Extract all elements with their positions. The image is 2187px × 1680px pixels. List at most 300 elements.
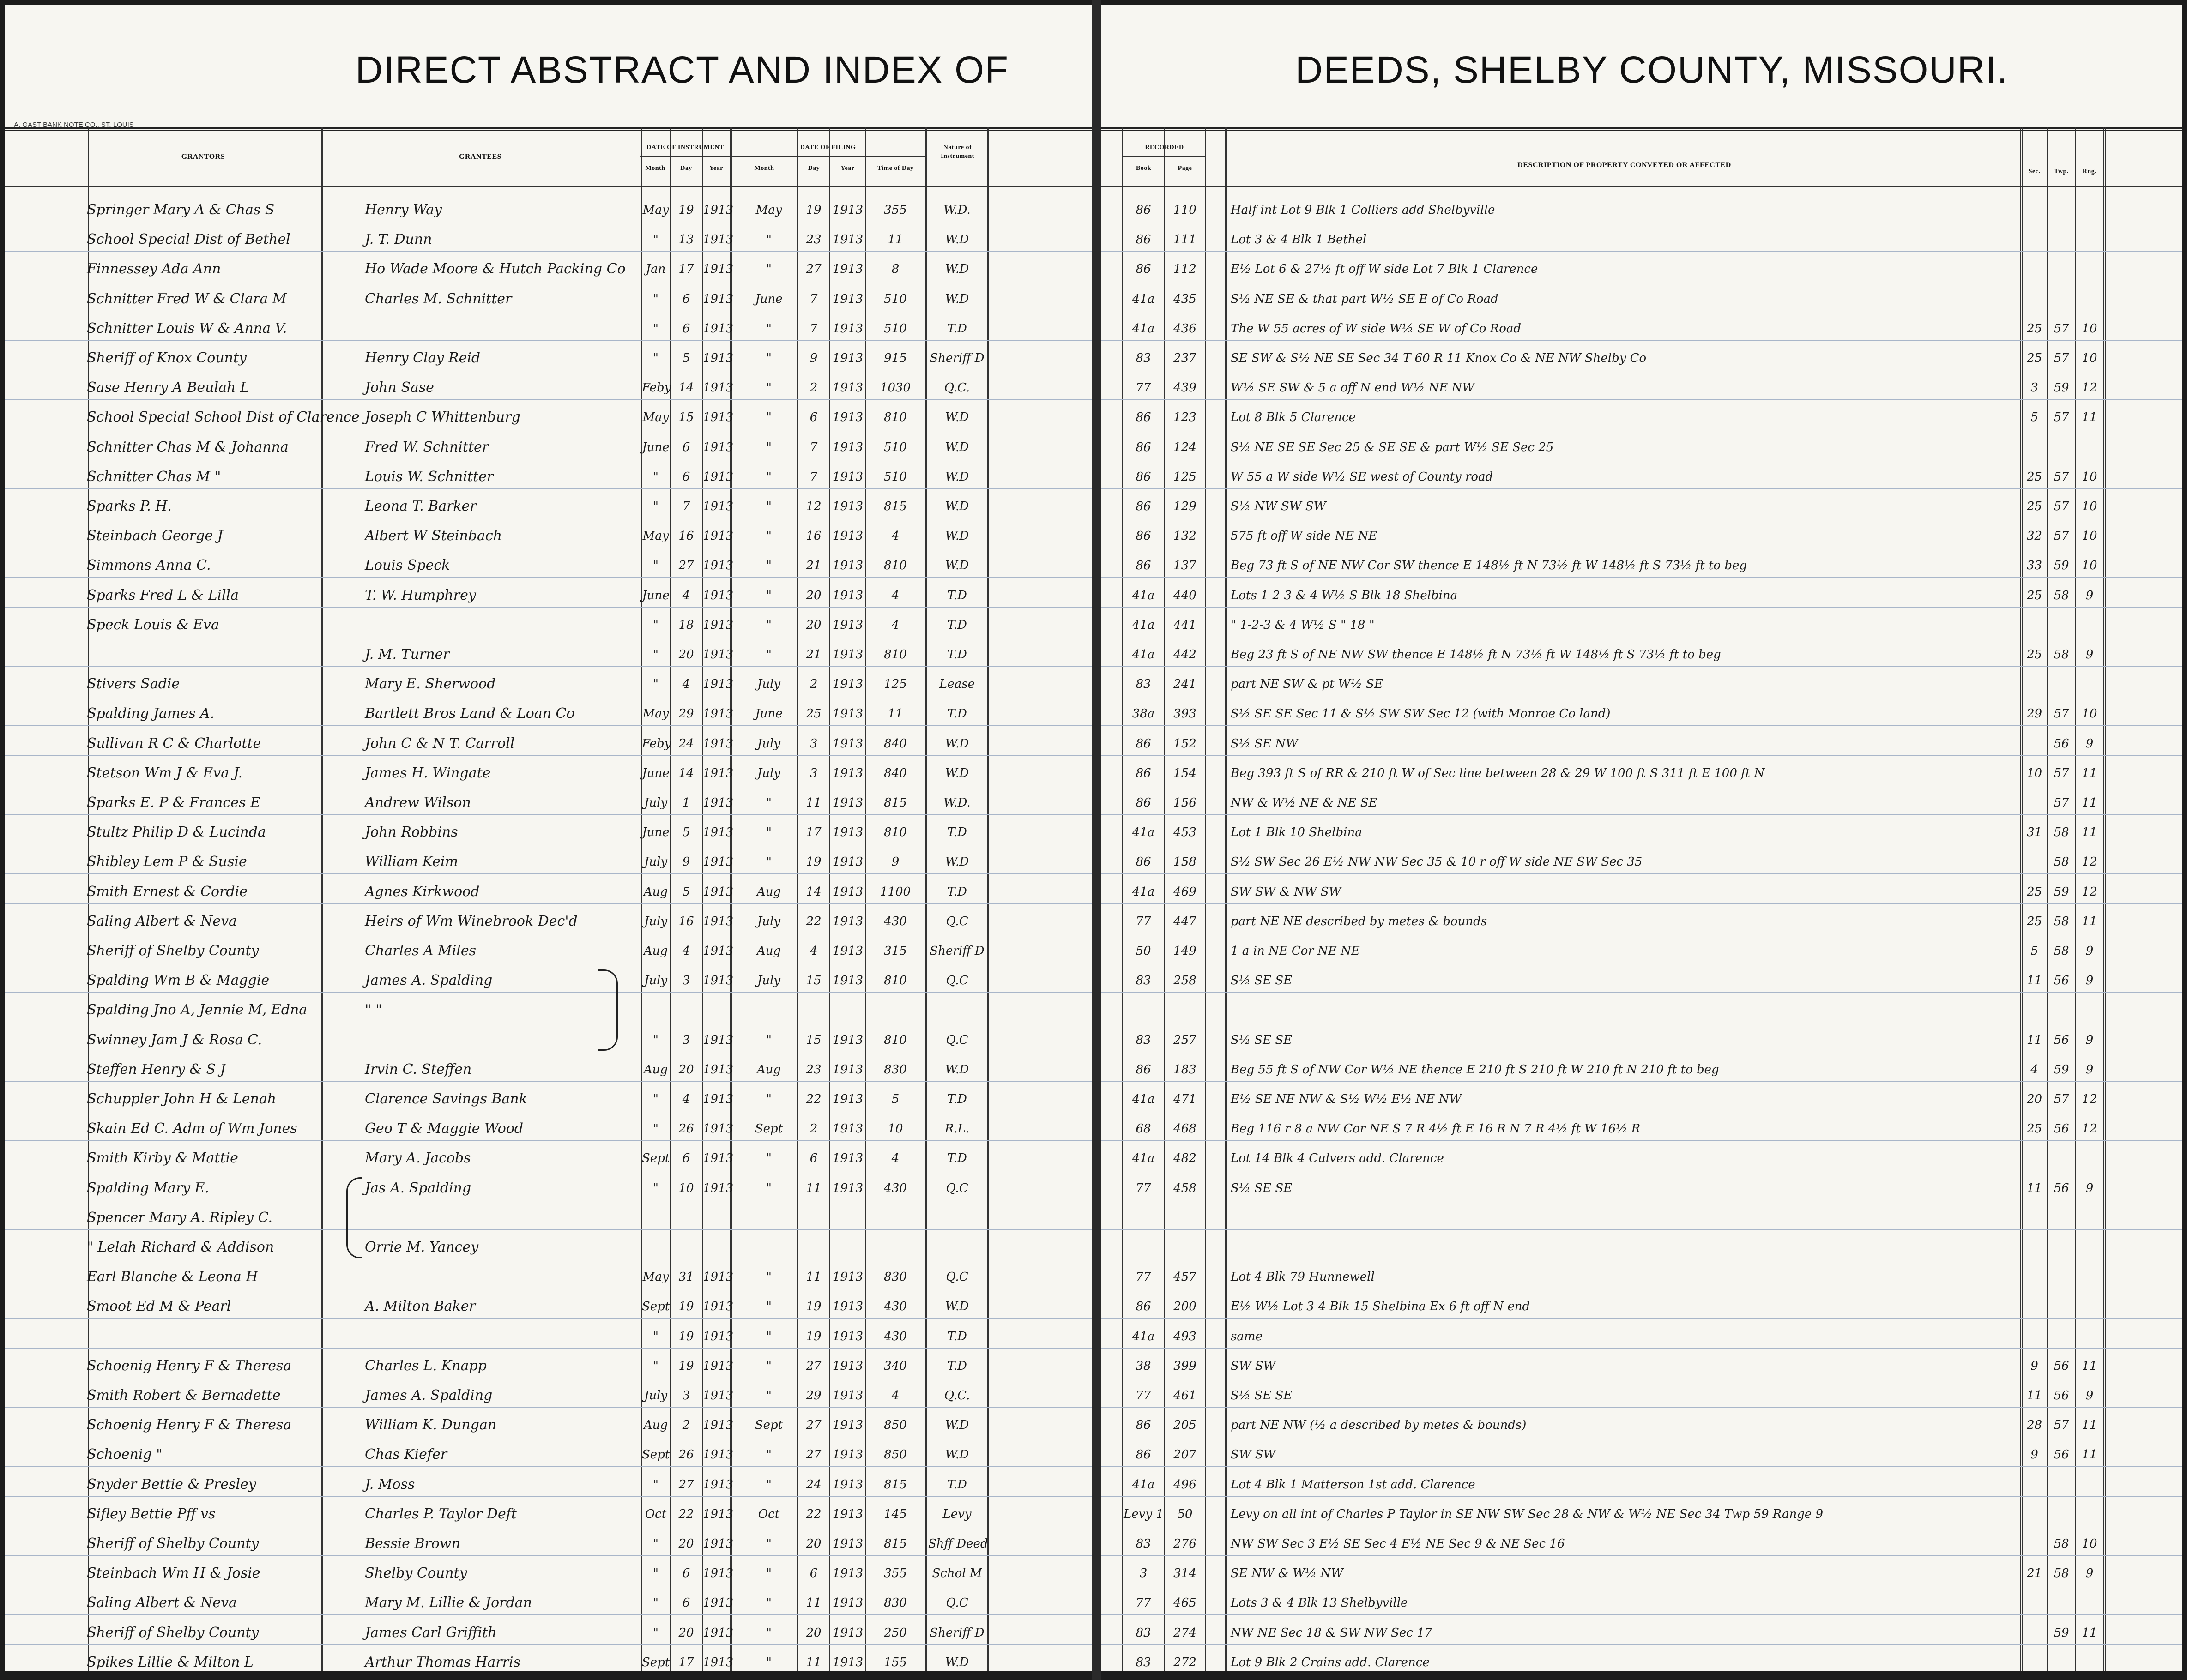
filing-day: 2 [810, 381, 818, 395]
file-month-header: Month [754, 165, 774, 172]
filing-time: 810 [884, 559, 907, 573]
row-rule [1101, 903, 2182, 904]
property-description: S½ NE SE & that part W½ SE E of Co Road [1231, 292, 1498, 306]
book-number: 3 [1139, 1566, 1148, 1581]
instrument-day: 14 [678, 766, 694, 780]
property-description: S½ SW Sec 26 E½ NW NW Sec 35 & 10 r off W side NE SW Sec 35 [1231, 855, 1643, 869]
instrument-month: Oct [645, 1507, 667, 1521]
page-number: 111 [1173, 233, 1196, 247]
instrument-day: 27 [678, 559, 694, 573]
recorded-subhead-rule [1122, 156, 1205, 157]
row-rule [1101, 1348, 2182, 1349]
filing-time: 915 [884, 351, 907, 365]
instrument-year: 1913 [703, 1122, 734, 1136]
book-number: 86 [1136, 470, 1151, 484]
filing-time: 315 [884, 944, 907, 958]
right-page [1101, 5, 2182, 1671]
filing-year: 1913 [832, 1418, 864, 1433]
instrument-nature: Q.C. [944, 381, 970, 395]
instrument-month: " [653, 559, 659, 573]
instrument-year: 1913 [703, 1655, 734, 1669]
filing-day: 4 [810, 944, 818, 958]
instrument-nature: T.D [947, 825, 967, 840]
row-rule [5, 1318, 1092, 1319]
township: 57 [2054, 470, 2069, 484]
filing-month: June [755, 707, 783, 721]
book-number: 86 [1136, 559, 1151, 573]
grantor-name: Schnitter Chas M & Johanna [87, 439, 289, 455]
book-number: 86 [1136, 855, 1151, 869]
filing-month: " [766, 1537, 772, 1551]
instrument-nature: W.D [945, 470, 969, 484]
filing-year: 1913 [832, 440, 864, 454]
grantor-name: Saling Albert & Neva [87, 1595, 237, 1611]
section: 5 [2030, 944, 2038, 958]
township: 57 [2054, 796, 2069, 810]
book-number: 86 [1136, 440, 1151, 454]
book-number: 77 [1136, 1181, 1151, 1195]
grantee-name: Albert W Steinbach [365, 528, 502, 544]
property-description: E½ Lot 6 & 27½ ft off W side Lot 7 Blk 1 Clarence [1231, 262, 1538, 277]
property-description: Lot 8 Blk 5 Clarence [1231, 410, 1356, 425]
filing-time: 815 [884, 500, 907, 513]
instrument-day: 3 [682, 1389, 690, 1403]
book-number: 68 [1136, 1122, 1151, 1136]
grantee-name: J. M. Turner [365, 646, 450, 662]
book-number: 41a [1132, 885, 1155, 899]
row-rule [5, 992, 1092, 993]
filing-month: " [766, 1151, 772, 1166]
property-description: Lot 4 Blk 1 Matterson 1st add. Clarence [1231, 1477, 1475, 1492]
instrument-year: 1913 [703, 736, 734, 751]
filing-month: July [757, 914, 781, 928]
instrument-nature: W.D [945, 736, 969, 751]
book-number: 41a [1132, 321, 1155, 336]
row-rule [1101, 992, 2182, 993]
filing-time: 810 [884, 1033, 907, 1047]
col-rule [987, 127, 989, 1671]
instrument-nature: T.D [947, 648, 967, 662]
township: 58 [2054, 944, 2069, 958]
range: 9 [2085, 648, 2094, 662]
page-number: 274 [1173, 1626, 1196, 1640]
grantee-name: James A. Spalding [365, 972, 493, 989]
filing-day: 22 [806, 914, 822, 928]
instrument-day: 3 [682, 1033, 690, 1047]
filing-time: 510 [884, 321, 907, 336]
filing-day: 19 [806, 1300, 822, 1314]
property-description: Half int Lot 9 Blk 1 Colliers add Shelbyville [1231, 203, 1495, 217]
book-number: 86 [1136, 1300, 1151, 1314]
row-rule [1101, 1555, 2182, 1556]
instrument-year: 1913 [703, 707, 734, 721]
page-number: 149 [1173, 944, 1196, 958]
page-number: 129 [1173, 500, 1196, 513]
row-rule [5, 1348, 1092, 1349]
row-rule [1101, 814, 2182, 815]
filing-day: 12 [806, 500, 822, 513]
page-number: 154 [1173, 766, 1196, 780]
instrument-year: 1913 [703, 262, 734, 277]
book-number: 83 [1136, 351, 1151, 365]
grantee-name: J. T. Dunn [365, 231, 432, 248]
col-rule [865, 127, 866, 1671]
grantee-name: Leona T. Barker [365, 498, 477, 514]
range: 10 [2082, 500, 2097, 513]
grantee-name: Shelby County [365, 1565, 467, 1582]
page-number: 496 [1173, 1477, 1196, 1492]
grantee-name: Irvin C. Steffen [365, 1061, 472, 1078]
instrument-year: 1913 [703, 1359, 734, 1373]
grantor-name: Swinney Jam J & Rosa C. [87, 1031, 262, 1048]
filing-time: 4 [891, 529, 900, 543]
book-gutter [1092, 0, 1101, 1680]
instrument-year: 1913 [703, 974, 734, 988]
filing-month: " [766, 588, 772, 602]
property-description: SE NW & W½ NW [1231, 1566, 1343, 1581]
instrument-month: June [642, 440, 670, 454]
instrument-day: 6 [682, 1151, 690, 1166]
filing-month: " [766, 618, 772, 632]
filing-time: 810 [884, 825, 907, 840]
filing-month: " [766, 1092, 772, 1106]
page-number: 183 [1173, 1062, 1196, 1077]
filing-year: 1913 [832, 262, 864, 277]
row-rule [5, 607, 1092, 608]
section: 20 [2026, 1092, 2042, 1106]
filing-year: 1913 [832, 470, 864, 484]
filing-year: 1913 [832, 1359, 864, 1373]
section: 4 [2030, 1062, 2038, 1077]
filing-day: 22 [806, 1092, 822, 1106]
page-number: 493 [1173, 1329, 1196, 1343]
page-number: 257 [1173, 1033, 1196, 1047]
grantor-name: Snyder Bettie & Presley [87, 1476, 256, 1493]
header-bottom-rule [1101, 186, 2182, 187]
book-number: 41a [1132, 1092, 1155, 1106]
grantor-name: Schnitter Chas M " [87, 468, 221, 485]
instrument-year: 1913 [703, 914, 734, 928]
filing-month: " [766, 262, 772, 277]
instrument-nature: W.D [945, 233, 969, 247]
filing-day: 20 [806, 1626, 822, 1640]
range: 10 [2082, 707, 2097, 721]
filing-day: 11 [806, 1181, 822, 1195]
instrument-nature: T.D [947, 618, 967, 632]
instrument-nature: Levy [942, 1507, 972, 1521]
instrument-year: 1913 [703, 944, 734, 958]
book-number: 83 [1136, 1033, 1151, 1047]
row-rule [5, 251, 1092, 252]
section: 25 [2026, 1122, 2042, 1136]
filing-time: 155 [884, 1655, 907, 1669]
page-number: 461 [1173, 1389, 1196, 1403]
property-description: Lot 4 Blk 79 Hunnewell [1231, 1270, 1375, 1284]
instrument-nature: Q.C [946, 1596, 968, 1610]
township: 57 [2054, 351, 2069, 365]
filing-month: July [757, 677, 781, 692]
filing-time: 810 [884, 410, 907, 425]
instrument-year: 1913 [703, 1566, 734, 1581]
instrument-month: Sept [642, 1448, 670, 1462]
instrument-day: 17 [678, 1655, 694, 1669]
filing-day: 11 [806, 1270, 822, 1284]
instrument-day: 15 [678, 410, 694, 425]
page-number: 152 [1173, 736, 1196, 751]
filing-time: 11 [888, 233, 903, 247]
row-rule [5, 577, 1092, 578]
instrument-nature: W.D [945, 855, 969, 869]
filing-month: Aug [756, 885, 781, 899]
filing-year: 1913 [832, 736, 864, 751]
township: 59 [2054, 381, 2069, 395]
book-number: 86 [1136, 766, 1151, 780]
filing-time: 4 [891, 588, 900, 602]
printer-imprint: A. GAST BANK NOTE CO., ST. LOUIS [14, 121, 134, 129]
page-number: 453 [1173, 825, 1196, 840]
instrument-month: " [653, 1122, 659, 1136]
filing-day: 15 [806, 1033, 822, 1047]
range: 11 [2082, 410, 2097, 425]
book-number: 41a [1132, 1151, 1155, 1166]
instrument-nature: T.D [947, 707, 967, 721]
row-rule [5, 488, 1092, 489]
row-rule [5, 814, 1092, 815]
instrument-year: 1913 [703, 529, 734, 543]
instrument-day: 4 [682, 588, 690, 602]
township: 56 [2054, 1389, 2069, 1403]
property-description: 575 ft off W side NE NE [1231, 529, 1377, 543]
row-rule [5, 873, 1092, 874]
instrument-month: Sept [642, 1151, 670, 1166]
grantor-bracket [346, 1177, 362, 1258]
property-description: S½ NW SW SW [1231, 500, 1326, 513]
grantor-name: Steinbach George J [87, 528, 223, 544]
section: 11 [2026, 1389, 2042, 1403]
header-rule [5, 127, 1092, 129]
row-rule [1101, 251, 2182, 252]
filing-year: 1913 [832, 1566, 864, 1581]
rng-header: Rng. [2082, 168, 2097, 175]
grantees-header: GRANTEES [459, 153, 502, 161]
row-rule [1101, 725, 2182, 726]
filing-month: Aug [756, 1062, 781, 1077]
property-description: Lot 9 Blk 2 Crains add. Clarence [1231, 1655, 1430, 1669]
instrument-day: 16 [678, 914, 694, 928]
grantor-name: Smith Robert & Bernadette [87, 1387, 281, 1403]
filing-year: 1913 [832, 707, 864, 721]
page-number: 482 [1173, 1151, 1196, 1166]
book-number: 41a [1132, 825, 1155, 840]
property-description: SE SW & S½ NE SE Sec 34 T 60 R 11 Knox Co & NE NW Shelby Co [1231, 351, 1647, 365]
township: 58 [2054, 1537, 2069, 1551]
instrument-month: " [653, 1329, 659, 1343]
instrument-day: 24 [678, 736, 694, 751]
page-number: 458 [1173, 1181, 1196, 1195]
book-number: 86 [1136, 500, 1151, 513]
filing-time: 4 [891, 1151, 900, 1166]
instrument-day: 6 [682, 470, 690, 484]
instrument-day: 27 [678, 1477, 694, 1492]
property-description: S½ NE SE SE Sec 25 & SE SE & part W½ SE Sec 25 [1231, 440, 1554, 454]
grantee-name: Mary M. Lillie & Jordan [365, 1595, 532, 1611]
grantee-name: Louis Speck [365, 557, 450, 574]
filing-month: July [757, 766, 781, 780]
filing-year: 1913 [832, 500, 864, 513]
property-description: part NE SW & pt W½ SE [1231, 677, 1383, 692]
book-number: 83 [1136, 1537, 1151, 1551]
instrument-year: 1913 [703, 766, 734, 780]
row-rule [1101, 1407, 2182, 1408]
instrument-nature: T.D [947, 321, 967, 336]
grantee-name: Louis W. Schnitter [365, 468, 494, 485]
instrument-day: 19 [678, 1300, 694, 1314]
book-number: 41a [1132, 588, 1155, 602]
book-number: 77 [1136, 1389, 1151, 1403]
township: 58 [2054, 588, 2069, 602]
filing-day: 24 [806, 1477, 822, 1492]
instrument-day: 19 [678, 1329, 694, 1343]
filing-month: " [766, 1448, 772, 1462]
book-number: 50 [1136, 944, 1151, 958]
filing-day: 3 [810, 736, 818, 751]
section: 25 [2026, 321, 2042, 336]
instrument-year: 1913 [703, 1418, 734, 1433]
instrument-nature: T.D [947, 1092, 967, 1106]
grantor-name: Steinbach Wm H & Josie [87, 1565, 260, 1582]
grantor-name: Sheriff of Shelby County [87, 1535, 259, 1552]
instrument-month: " [653, 321, 659, 336]
instrument-nature: W.D [945, 1448, 969, 1462]
col-rule [670, 127, 671, 1671]
grantor-name: Schnitter Louis W & Anna V. [87, 320, 287, 337]
grantors-header: GRANTORS [181, 153, 225, 161]
instrument-month: Jan [646, 262, 666, 277]
filing-time: 1030 [880, 381, 911, 395]
instrument-year: 1913 [703, 885, 734, 899]
page-number: 314 [1173, 1566, 1196, 1581]
filing-month: " [766, 1596, 772, 1610]
page-number: 207 [1173, 1448, 1196, 1462]
grantee-name: James Carl Griffith [365, 1624, 497, 1641]
township: 57 [2054, 1092, 2069, 1106]
township: 57 [2054, 707, 2069, 721]
page-number: 123 [1173, 410, 1196, 425]
grantee-name: Charles A Miles [365, 943, 477, 959]
filing-month: " [766, 1626, 772, 1640]
page-number: 237 [1173, 351, 1196, 365]
grantee-name: Geo T & Maggie Wood [365, 1120, 524, 1137]
filing-time: 840 [884, 736, 907, 751]
range: 9 [2085, 1566, 2094, 1581]
grantee-name: J. Moss [365, 1476, 415, 1493]
section: 11 [2026, 1181, 2042, 1195]
instrument-year: 1913 [703, 410, 734, 425]
property-description: W½ SE SW & 5 a off N end W½ NE NW [1231, 381, 1475, 395]
grantee-name: Mary E. Sherwood [365, 676, 496, 692]
filing-year: 1913 [832, 559, 864, 573]
grantor-name: Smith Kirby & Mattie [87, 1150, 238, 1167]
instrument-day: 29 [678, 707, 694, 721]
page-number: 272 [1173, 1655, 1196, 1669]
filing-year: 1913 [832, 1062, 864, 1077]
instrument-nature: Sheriff D [930, 351, 985, 365]
section: 25 [2026, 500, 2042, 513]
property-description: Lots 1-2-3 & 4 W½ S Blk 18 Shelbina [1231, 588, 1458, 602]
filing-month: " [766, 1477, 772, 1492]
filing-year: 1913 [832, 796, 864, 810]
township: 56 [2054, 1448, 2069, 1462]
filing-year: 1913 [832, 766, 864, 780]
right-page-title: DEEDS, SHELBY COUNTY, MISSOURI. [1295, 49, 2009, 91]
filing-time: 9 [891, 855, 900, 869]
instrument-month: Sept [642, 1655, 670, 1669]
filing-month: June [755, 292, 783, 306]
range: 11 [2082, 914, 2097, 928]
recorded-header: RECORDED [1145, 144, 1184, 151]
grantor-name: Stultz Philip D & Lucinda [87, 824, 266, 841]
instrument-day: 16 [678, 529, 694, 543]
book-number: 83 [1136, 1655, 1151, 1669]
row-rule [5, 1466, 1092, 1467]
instrument-nature: W.D. [943, 203, 971, 217]
row-rule [1101, 340, 2182, 341]
section: 25 [2026, 648, 2042, 662]
instrument-month: July [644, 855, 668, 869]
township: 57 [2054, 529, 2069, 543]
instrument-year: 1913 [703, 500, 734, 513]
instrument-day: 13 [678, 233, 694, 247]
instrument-month: " [653, 233, 659, 247]
instrument-nature: W.D [945, 500, 969, 513]
township: 58 [2054, 1566, 2069, 1581]
instrument-day: 4 [682, 944, 690, 958]
instrument-day: 6 [682, 440, 690, 454]
filing-time: 145 [884, 1507, 907, 1521]
filing-day: 15 [806, 974, 822, 988]
property-description: Lot 3 & 4 Blk 1 Bethel [1231, 233, 1367, 247]
filing-day: 2 [810, 1122, 818, 1136]
filing-day: 20 [806, 588, 822, 602]
instrument-month: " [653, 648, 659, 662]
grantee-name: Joseph C Whittenburg [365, 409, 520, 426]
instrument-day: 20 [678, 648, 694, 662]
instrument-nature: Q.C [946, 1181, 968, 1195]
filing-time: 340 [884, 1359, 907, 1373]
filing-day: 21 [806, 559, 822, 573]
grantor-name: Schnitter Fred W & Clara M [87, 290, 287, 307]
range: 10 [2082, 529, 2097, 543]
filing-year: 1913 [832, 618, 864, 632]
instrument-month: Feby [642, 381, 671, 395]
filing-time: 510 [884, 292, 907, 306]
township: 57 [2054, 410, 2069, 425]
filing-day: 11 [806, 796, 822, 810]
filing-month: Aug [756, 944, 781, 958]
book-number: 77 [1136, 1596, 1151, 1610]
instrument-year: 1913 [703, 351, 734, 365]
grantee-name: " " [365, 1002, 382, 1018]
filing-time: 10 [888, 1122, 903, 1136]
book-number: 86 [1136, 410, 1151, 425]
filing-month: " [766, 1655, 772, 1669]
instrument-day: 10 [678, 1181, 694, 1195]
township: 56 [2054, 1181, 2069, 1195]
instrument-nature: T.D [947, 1359, 967, 1373]
filing-year: 1913 [832, 1626, 864, 1640]
row-rule [1101, 666, 2182, 667]
filing-month: " [766, 321, 772, 336]
